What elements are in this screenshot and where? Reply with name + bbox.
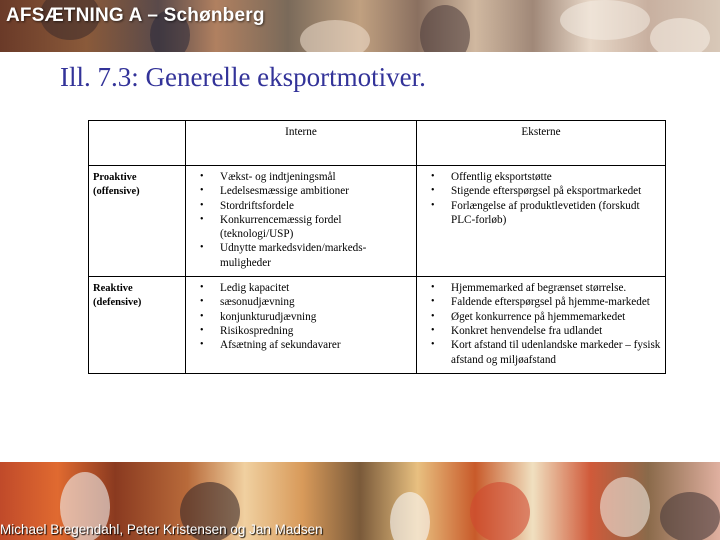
list-item: • Risikospredning: [186, 324, 412, 338]
cell-reaktive-eksterne: [417, 277, 666, 374]
column-header-eksterne: Eksterne: [417, 121, 666, 166]
list-item: • Offentlig eksportstøtte: [417, 170, 661, 184]
header-title: AFSÆTNING A – Schønberg: [6, 5, 265, 26]
header-banner: [0, 0, 720, 52]
list-item: • Hjemmemarked af begrænset størrelse.: [417, 281, 661, 295]
footer-photo-detail: [390, 492, 430, 540]
list-item: • Afsætning af sekundavarer: [186, 338, 412, 352]
list-item: • Stordriftsfordele: [186, 199, 412, 213]
cell-proaktive-interne: [186, 166, 417, 277]
footer-photo-detail: [600, 477, 650, 537]
list-item: • Forlængelse af produktlevetiden (forskudt PLC-forløb): [417, 199, 661, 228]
column-header-interne: Interne: [186, 121, 417, 166]
list-item: • konjunkturudjævning: [186, 310, 412, 324]
list-item: • sæsonudjævning: [186, 295, 412, 309]
table-row: [89, 277, 666, 374]
row-label-reaktive: Reaktive (defensive): [89, 277, 186, 374]
list-item: • Konkurrencemæssig fordel (teknologi/USP): [186, 213, 412, 242]
export-motives-table: [88, 120, 666, 374]
footer-photo-detail: [660, 492, 720, 540]
banner-photo-detail: [560, 0, 650, 40]
list-item: • Øget konkurrence på hjemmemarkedet: [417, 310, 661, 324]
list-item: • Vækst- og indtjeningsmål: [186, 170, 412, 184]
banner-photo-detail: [300, 20, 370, 52]
slide-title: Ill. 7.3: Generelle eksportmotiver.: [60, 62, 426, 92]
footer-authors: Michael Bregendahl, Peter Kristensen og Jan Madsen: [0, 522, 323, 537]
list-item: • Udnytte markedsviden/markeds-muligheder: [186, 241, 412, 270]
row-label-proaktive: Proaktive (offensive): [89, 166, 186, 277]
corner-cell: [89, 121, 186, 166]
footer-photo-detail: [470, 482, 530, 540]
list-item: • Kort afstand til udenlandske markeder – fysisk afstand og miljøafstand: [417, 338, 661, 367]
list-item: • Konkret henvendelse fra udlandet: [417, 324, 661, 338]
list-item: • Ledig kapacitet: [186, 281, 412, 295]
cell-proaktive-eksterne: [417, 166, 666, 277]
list-item: • Stigende efterspørgsel på eksportmarkedet: [417, 184, 661, 198]
cell-reaktive-interne: [186, 277, 417, 374]
list-item: • Faldende efterspørgsel på hjemme-markedet: [417, 295, 661, 309]
banner-photo-detail: [420, 5, 470, 52]
table-header-row: [89, 121, 666, 166]
banner-photo-detail: [650, 18, 710, 52]
table-row: [89, 166, 666, 277]
list-item: • Ledelsesmæssige ambitioner: [186, 184, 412, 198]
